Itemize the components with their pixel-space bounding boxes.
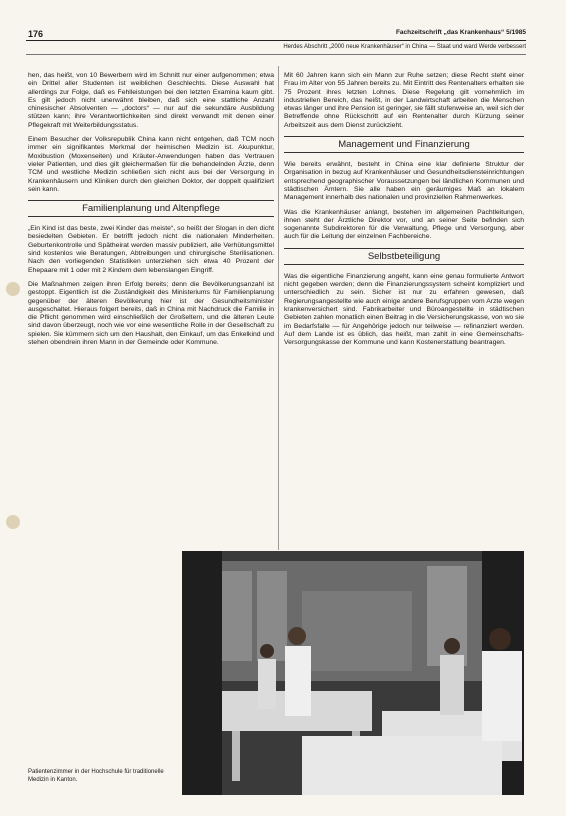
right-column: [284, 72, 524, 353]
punch-hole-mark: [6, 515, 20, 529]
punch-hole-mark: [6, 282, 20, 296]
paragraph: Einem Besucher der Volksrepublik China kann nicht entgehen, daß TCM noch immer ein signifikantes Merkmal der heimischen Medizin ist. Akupunktur, Moxibustion (Moxenseiten) und Kräuter-Anwendungen haben das Vertrauen vieler Patienten, und dies gilt gleichermaßen für die behandelnden Ärzte, denn TCM und westliche Medizin schließen sich nicht aus bei der Versorgung in Krankenhäusern und Kliniken durch den gleichen Doktor, der doppelt qualifiziert sein kann.: [28, 136, 274, 193]
header-rule-lower: [26, 54, 526, 55]
left-column: [28, 72, 274, 353]
paragraph: Die Maßnahmen zeigen ihren Erfolg bereits; denn die Bevölkerungsanzahl ist gestoppt. Eigentlich ist die Zuständigkeit des Ministeriums für Familienplanung gegenüber der älteren Bevölkerung hier ist der Gesundheitsminister ausgeschaltet. Hieraus folgert bereits, daß in China mit Nachdruck die Familie in die Pflicht genommen wird einschließlich der Großeltern, und die älteren Leute sind davon überzeugt, noch wie vor eine wesentliche Rolle in der Gesellschaft zu spielen. Sie kümmern sich um den Haushalt, den Einkauf, um das Enkelkind und stehen obendrein ihren Mann in der Gemeinde oder Kommune.: [28, 280, 274, 347]
header-rule: [26, 40, 526, 41]
hospital-ward-photo: [182, 551, 524, 795]
column-divider: [278, 66, 279, 550]
paragraph: Mit 60 Jahren kann sich ein Mann zur Ruhe setzen; diese Recht steht einer Frau im Alter von 55 Jahren bereits zu. Mit Eintritt des Rentenalters erhalten sie 75 Prozent ihres letzten Lohnes. Diese Regelung gilt vornehmlich im industriellen Bereich, das heißt, in der Landwirtschaft arbeiten die Menschen etwas länger und ihre Pension ist geringer, sie fällt stufenweise an, weil sich der Betreffende ohne Rückschritt auf ein Rentenalter durch Kürzung seiner Arbeitszeit aus dem Dienst zurückzieht.: [284, 72, 524, 129]
paragraph: Was die eigentliche Finanzierung angeht, kann eine genau formulierte Antwort nicht gegeben werden; denn die Finanzierungssystem scheint kompliziert und unterschiedlich zu sein. Sicher ist nur zu erfahren gewesen, daß Regierungsangestellte wie auch einige andere Berufsgruppen vom Arzte wegen krankenversichert sind. Fabrikarbeiter und Büroangestellte in städtischen Gebieten zahlen monatlich einen Beitrag in die Versicherungskasse, von wo sie im Bedarfsfalle — für Angehörige jedoch nur teilweise — refinanziert werden. Auf dem Lande ist es üblich, das heißt, man zahlt in eine Gemeinschafts-Versorgungskasse der Kommune und kann Kostenerstattung beantragen.: [284, 272, 524, 347]
journal-title: Fachzeitschrift „das Krankenhaus“ 5/1985: [395, 29, 526, 36]
section-heading-selbstbeteiligung: Selbstbeteiligung: [284, 248, 524, 265]
page-number: 176: [28, 29, 44, 39]
photo-caption: Patientenzimmer in der Hochschule für traditionelle Medizin in Kanton.: [28, 769, 164, 783]
paragraph: „Ein Kind ist das beste, zwei Kinder das meiste“, so heißt der Slogan in den dicht besiedelten Gebieten. Er betrifft jedoch nicht die nationalen Minderheiten. Geburtenkontrolle und Spätheirat werden massiv publiziert, alle Verhütungsmittel sind kostenlos wie Beratungen, Abtreibungen und chirurgische Sterilisationen. Nach den vorliegenden Statistiken unterziehen sich etwa 40 Prozent der Ehepaare mit 1 oder mit 2 Kindern dem lebenslangen Eingriff.: [28, 225, 274, 274]
running-title: Herdes Abschritt „2000 neue Krankenhäuser“ in China — Staat und ward Werde verbessert: [283, 44, 526, 50]
paragraph: Was die Krankenhäuser anlangt, bestehen im allgemeinen Pachtleitungen, ihnen steht der Ärztliche Direktor vor, und an seiner Seite befinden sich sogenannte Subdirektoren für die Verwaltung, Pflege und Versorgung, aber auch für die Leitung der einzelnen Fachbereiche.: [284, 208, 524, 241]
paragraph: Wie bereits erwähnt, besteht in China eine klar definierte Struktur der Organisation in bezug auf Krankenhäuser und Gesundheitsdiensteinrichtungen entsprechend geographischer Voraussetzungen bei ländlichen Kommunen und städtischen Ämtern. Sie alle haben ein geräumiges Maß an lokalem Management innerhalb des nationalen und provinziellen Rahmenwerkes.: [284, 161, 524, 202]
paragraph: hen, das heißt, von 10 Bewerbern wird im Schnitt nur einer aufgenommen; etwa ein Drittel aller Studenten ist weiblichen Geschlechts. Diese Auswahl hat allerdings zur Folge, daß es Fehlleistungen bei den letzten Examina kaum gibt. Es gilt jedoch nicht unerwähnt bleiben, daß sich eine stattliche Anzahl chinesischer Absolventen — „doctors“ — nur auf die sekundäre Ausbildung stützen kann; ihre Verantwortlichkeiten sind direkt verwandt mit denen einer Pflegekraft mit Weiterbildungsstatus.: [28, 72, 274, 129]
section-heading-management: Management und Finanzierung: [284, 136, 524, 153]
section-heading-family-planning: Familienplanung und Altenpflege: [28, 200, 274, 217]
photo-illustration: [182, 551, 524, 795]
